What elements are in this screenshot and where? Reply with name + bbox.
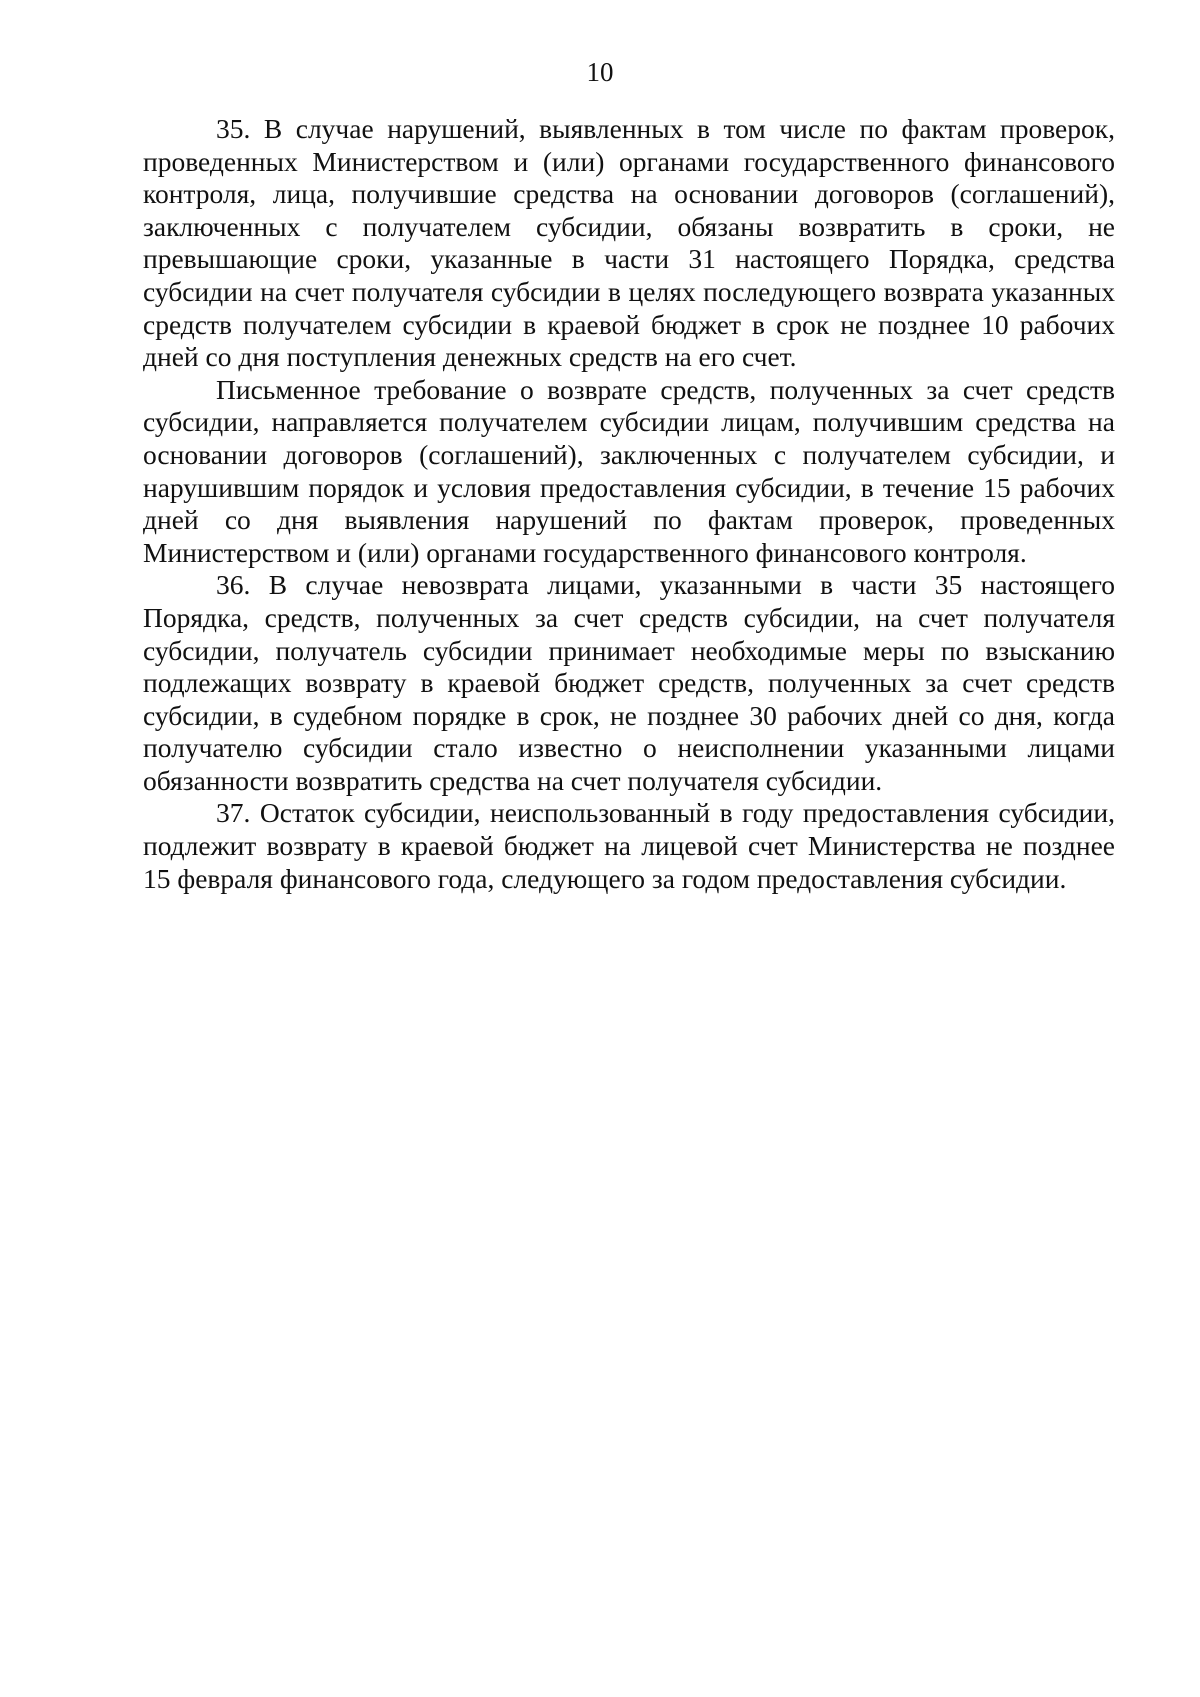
paragraph-35: 35. В случае нарушений, выявленных в том числе по фактам проверок, проведенных Министерством и (или) органами государственного финансового контроля, лица, получившие средства на основании договоров (соглашений), заключенных с получателем субсидии, обязаны возвратить в сроки, не превышающие сроки, указанные в части 31 настоящего Порядка, средства субсидии на счет получателя субсидии в целях последующего возврата указанных средств получателем субсидии в краевой бюджет в срок не позднее 10 рабочих дней со дня поступления денежных средств на его счет. <box>143 113 1115 373</box>
page-number: 10 <box>586 57 614 87</box>
document-body <box>143 113 1115 895</box>
paragraph-37: 37. Остаток субсидии, неиспользованный в году предоставления субсидии, подлежит возврату в краевой бюджет на лицевой счет Министерства не позднее 15 февраля финансового года, следующего за годом предоставления субсидии. <box>143 797 1115 894</box>
paragraph-36: 36. В случае невозврата лицами, указанными в части 35 настоящего Порядка, средств, полученных за счет средств субсидии, на счет получателя субсидии, получатель субсидии принимает необходимые меры по взысканию подлежащих возврату в краевой бюджет средств, полученных за счет средств субсидии, в судебном порядке в срок, не позднее 30 рабочих дней со дня, когда получателю субсидии стало известно о неисполнении указанными лицами обязанности возвратить средства на счет получателя субсидии. <box>143 569 1115 796</box>
paragraph-written-demand: Письменное требование о возврате средств, полученных за счет средств субсидии, направляется получателем субсидии лицам, получившим средства на основании договоров (соглашений), заключенных с получателем субсидии, и нарушившим порядок и условия предоставления субсидии, в течение 15 рабочих дней со дня выявления нарушений по фактам проверок, проведенных Министерством и (или) органами государственного финансового контроля. <box>143 373 1115 568</box>
